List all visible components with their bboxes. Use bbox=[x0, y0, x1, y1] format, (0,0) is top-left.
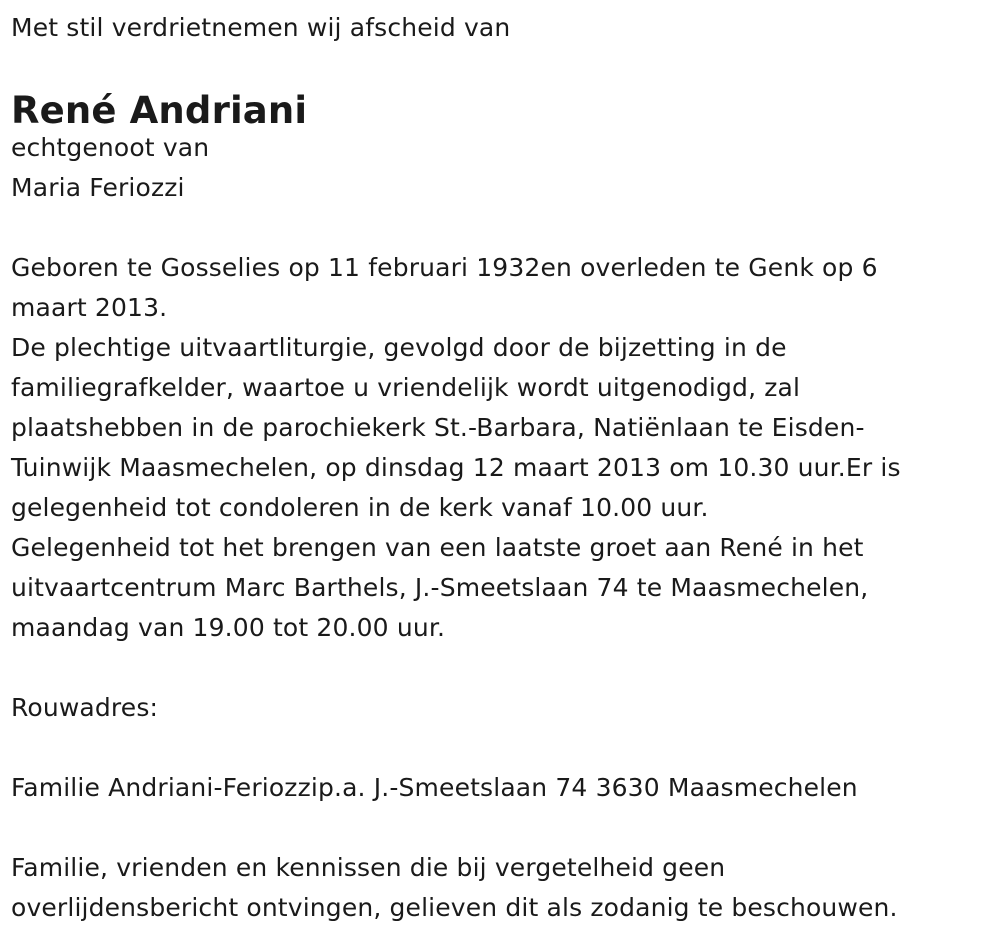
intro-text: Met stil verdrietnemen wij afscheid van bbox=[11, 13, 511, 42]
spacer bbox=[11, 208, 988, 248]
details-line: gelegenheid tot condoleren in de kerk vanaf 10.00 uur. bbox=[11, 493, 709, 522]
address-label: Rouwadres: bbox=[11, 693, 159, 722]
details-line: plaatshebben in de parochiekerk St.-Barbara, Natiënlaan te Eisden- bbox=[11, 413, 865, 442]
spouse-name: Maria Feriozzi bbox=[11, 173, 185, 202]
spacer bbox=[11, 648, 988, 688]
details-line: familiegrafkelder, waartoe u vriendelijk wordt uitgenodigd, zal bbox=[11, 373, 801, 402]
details-line: uitvaartcentrum Marc Barthels, J.-Smeetslaan 74 te Maasmechelen, bbox=[11, 573, 869, 602]
closing-line: Familie, vrienden en kennissen die bij vergetelheid geen bbox=[11, 853, 726, 882]
mourning-address: Familie Andriani-Feriozzip.a. J.-Smeetslaan 74 3630 Maasmechelen bbox=[11, 773, 858, 802]
details-line: maandag van 19.00 tot 20.00 uur. bbox=[11, 613, 446, 642]
spacer bbox=[11, 808, 988, 848]
details-paragraph bbox=[11, 248, 988, 648]
details-line: Tuinwijk Maasmechelen, op dinsdag 12 maart 2013 om 10.30 uur.Er is bbox=[11, 453, 901, 482]
details-line: Geboren te Gosselies op 11 februari 1932en overleden te Genk op 6 bbox=[11, 253, 878, 282]
closing-line: overlijdensbericht ontvingen, gelieven dit als zodanig te beschouwen. bbox=[11, 893, 898, 922]
relation-text: echtgenoot van bbox=[11, 133, 210, 162]
spacer bbox=[11, 728, 988, 768]
details-line: De plechtige uitvaartliturgie, gevolgd door de bijzetting in de bbox=[11, 333, 787, 362]
details-line: Gelegenheid tot het brengen van een laatste groet aan René in het bbox=[11, 533, 864, 562]
details-line: maart 2013. bbox=[11, 293, 168, 322]
deceased-name: René Andriani bbox=[11, 89, 308, 132]
closing-paragraph bbox=[11, 848, 988, 928]
